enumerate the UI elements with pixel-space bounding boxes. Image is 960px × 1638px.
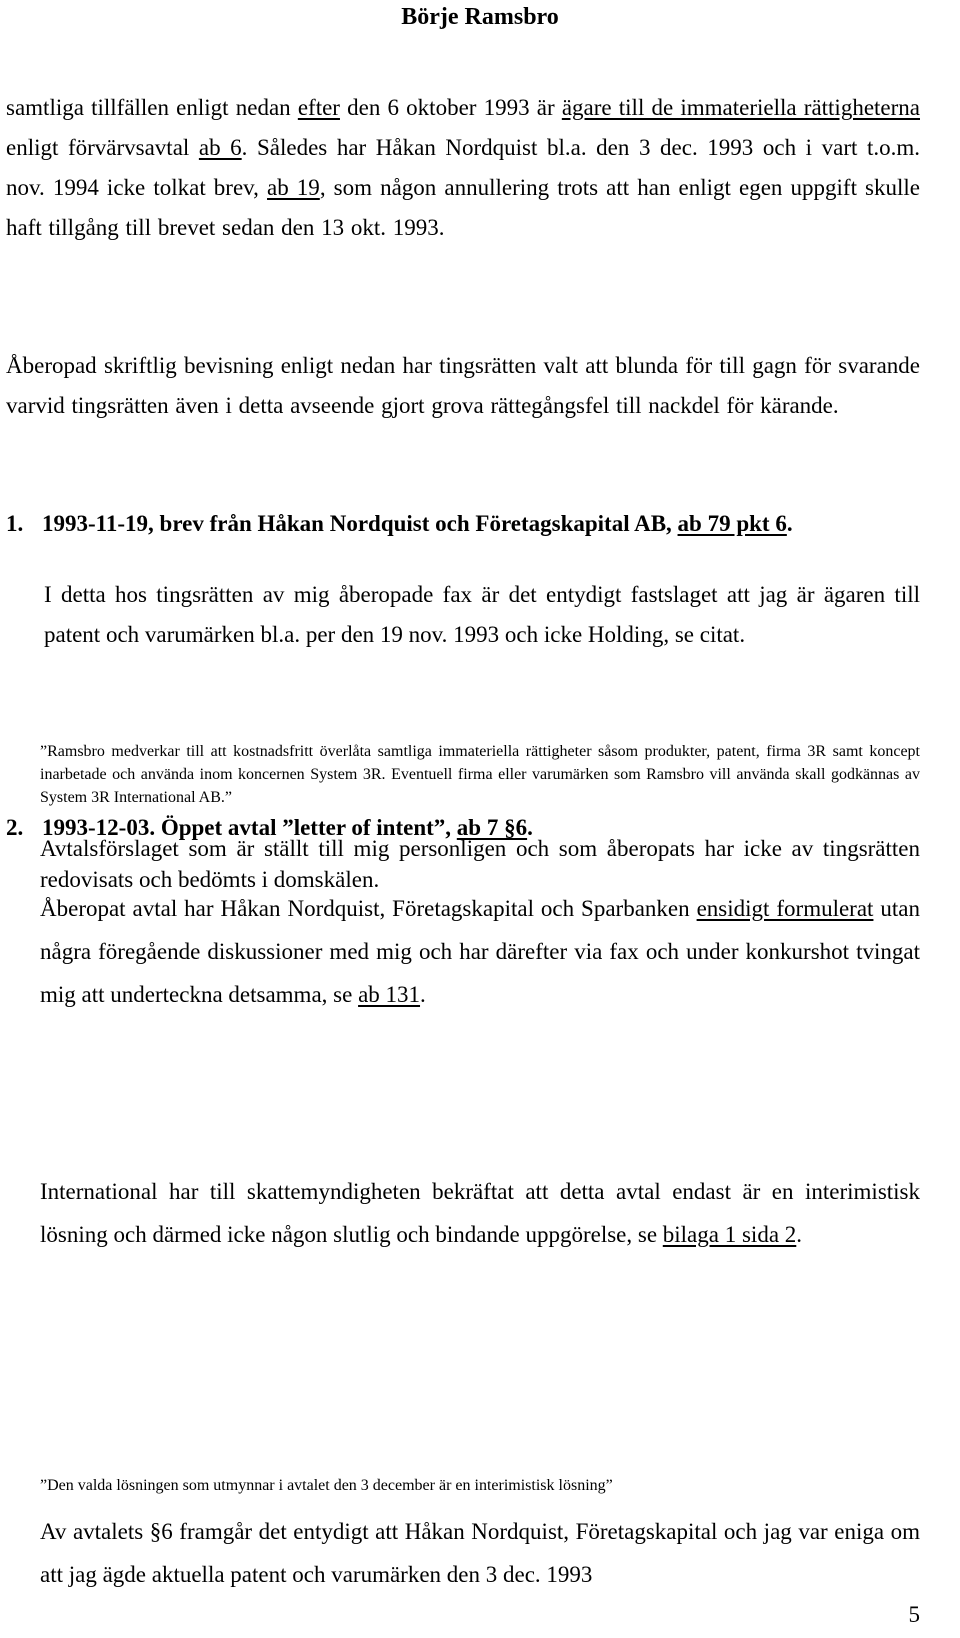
text-segment: . — [420, 982, 426, 1007]
item-number: 2. — [6, 815, 24, 840]
page-number: 5 — [908, 1602, 920, 1627]
item-title-wrap — [42, 510, 918, 538]
text-segment: utan några föregående diskussioner med mig och har därefter via fax och under konkurshot tvingat mig att underteckna detsamma, se — [40, 896, 920, 1007]
item-1-note: Avtalsförslaget som är ställt till mig personligen och som åberopats har icke av tingsrätten redovisats och bedömts i domskälen. — [40, 836, 920, 892]
text-segment: . — [786, 511, 793, 536]
underlined-text: efter — [297, 95, 340, 120]
text-segment: . — [796, 1222, 803, 1247]
reference-ab-79: ab 79 pkt 6 — [677, 511, 787, 536]
item-title-wrap — [42, 814, 918, 842]
paragraph-ownership — [6, 88, 920, 248]
text-segment: . — [527, 815, 533, 840]
text-segment: enligt förvärvsavtal — [6, 135, 199, 160]
item-2-body — [40, 887, 920, 1016]
reference-bilaga-1: bilaga 1 sida 2 — [662, 1222, 797, 1247]
item-title: 1993-12-03. Öppet avtal ”letter of intent”, — [42, 815, 457, 840]
text-segment: Åberopat avtal har Håkan Nordquist, Företagskapital och Sparbanken — [40, 896, 697, 921]
text-segment: , som någon annullering trots att han enligt egen uppgift skulle haft tillgång till brevet sedan den 13 okt. 1993. — [6, 175, 920, 240]
reference-ab-7: ab 7 §6 — [456, 815, 528, 840]
item-1-quote: ”Ramsbro medverkar till att kostnadsfritt överlåta samtliga immateriella rättigheter såsom produkter, patent, firma 3R samt koncept inarbetade och använda inom koncernen System 3R. Eventuell firma eller varumärken som Ramsbro vill använda skall godkännas av System 3R International AB.” — [40, 743, 920, 806]
item-1-heading — [6, 510, 920, 538]
item-2-paragraph-2 — [40, 1170, 920, 1256]
text-segment: den 6 oktober 1993 är — [339, 95, 562, 120]
page-header-author: Börje Ramsbro — [401, 4, 559, 30]
item-2-paragraph-3: Av avtalets §6 framgår det entydigt att Håkan Nordquist, Företagskapital och jag var eniga om att jag ägde aktuella patent och varumärken den 3 dec. 1993 — [40, 1519, 920, 1587]
item-number: 1. — [6, 511, 24, 536]
item-2-quote: ”Den valda lösningen som utmynnar i avtalet den 3 december är en interimistisk lösning” — [40, 1477, 613, 1494]
text-segment: . Således har Håkan Nordquist bl.a. den 3 dec. 1993 och i vart t.o.m. nov. 1994 icke tolkat brev, — [6, 135, 920, 200]
underlined-text: ensidigt formulerat — [696, 896, 874, 921]
text-segment: samtliga tillfällen enligt nedan — [6, 95, 298, 120]
reference-ab-19: ab 19 — [267, 175, 320, 200]
paragraph-evidence: Åberopad skriftlig bevisning enligt nedan har tingsrätten valt att blunda för till gagn för svarande varvid tingsrätten även i detta avseende gjort grova rättegångsfel till nackdel för kärande. — [6, 353, 920, 418]
item-2-heading — [6, 814, 920, 842]
item-title: 1993-11-19, brev från Håkan Nordquist och Företagskapital AB, — [42, 511, 678, 536]
underlined-text: ägare till de immateriella rättigheterna — [561, 95, 920, 120]
reference-ab-6: ab 6 — [198, 135, 242, 160]
item-1-body: I detta hos tingsrätten av mig åberopade fax är det entydigt fastslaget att jag är ägaren till patent och varumärken bl.a. per den 19 nov. 1993 och icke Holding, se citat. — [44, 582, 920, 647]
reference-ab-131: ab 131 — [358, 982, 421, 1007]
text-segment: International har till skattemyndigheten bekräftat att detta avtal endast är en interimistisk lösning och därmed icke någon slutlig och bindande uppgörelse, se — [40, 1179, 920, 1247]
